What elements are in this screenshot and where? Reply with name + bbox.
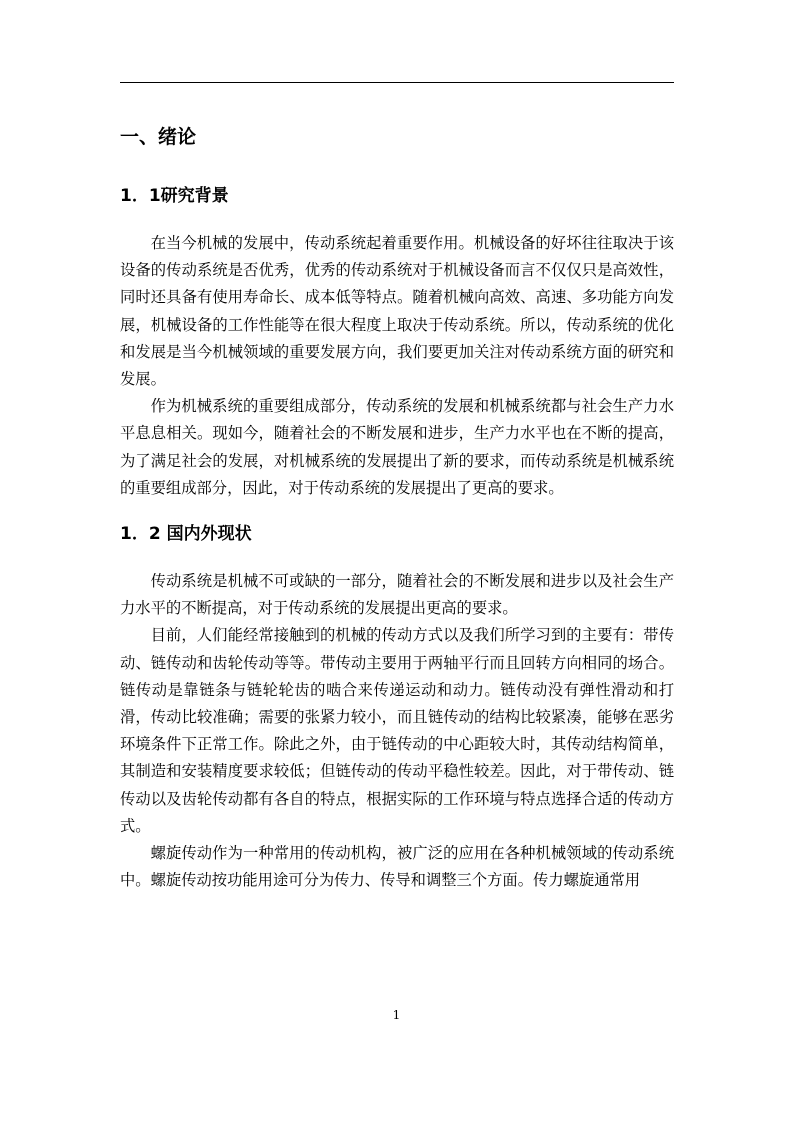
paragraph: 作为机械系统的重要组成部分，传动系统的发展和机械系统都与社会生产力水平息息相关。现如今，随着社会的不断发展和进步，生产力水平也在不断的提高，为了满足社会的发展，对机械系统的发展提出了新的要求，而传动系统是机械系统的重要组成部分，因此，对于传动系统的发展提出了更高的要求。 [120, 397, 674, 497]
paragraph: 螺旋传动作为一种常用的传动机构，被广泛的应用在各种机械领域的传动系统中。螺旋传动按功能用途可分为传力、传导和调整三个方面。传力螺旋通常用 [120, 844, 674, 890]
page-body [120, 122, 674, 894]
section-heading: 1．2 国内外现状 [120, 524, 252, 545]
chapter-title: 一、绪论 [120, 126, 197, 148]
page-number: 1 [392, 1008, 401, 1022]
header-rule [120, 82, 674, 83]
paragraph: 在当今机械的发展中，传动系统起着重要作用。机械设备的好坏往往取决于该设备的传动系统是否优秀，优秀的传动系统对于机械设备而言不仅仅只是高效性，同时还具备有使用寿命长、成本低等特点。随着机械向高效、高速、多功能方向发展，机械设备的工作性能等在很大程度上取决于传动系统。所以，传动系统的优化和发展是当今机械领域的重要发展方向，我们要更加关注对传动系统方面的研究和发展。 [120, 234, 674, 389]
paragraph: 传动系统是机械不可或缺的一部分，随着社会的不断发展和进步以及社会生产力水平的不断提高，对于传动系统的发展提出更高的要求。 [120, 572, 674, 618]
paragraph: 目前，人们能经常接触到的机械的传动方式以及我们所学习到的主要有：带传动、链传动和齿轮传动等等。带传动主要用于两轴平行而且回转方向相同的场合。链传动是靠链条与链轮轮齿的啮合来传递运动和动力。链传动没有弹性滑动和打滑，传动比较准确；需要的张紧力较小，而且链传动的结构比较紧凑，能够在恶劣环境条件下正常工作。除此之外，由于链传动的中心距较大时，其传动结构简单，其制造和安装精度要求较低；但链传动的传动平稳性较差。因此，对于带传动、链传动以及齿轮传动都有各自的特点，根据实际的工作环境与特点选择合适的传动方式。 [120, 626, 674, 835]
section-heading: 1．1研究背景 [120, 186, 229, 206]
